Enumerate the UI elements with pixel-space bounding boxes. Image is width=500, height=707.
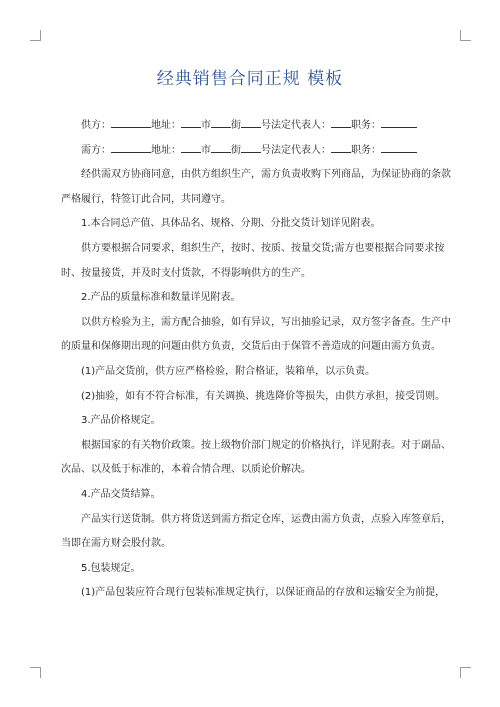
buyer-position-blank — [381, 142, 417, 153]
corner-mark-top-left — [30, 30, 41, 41]
paragraph: 供方要根据合同要求，组织生产，按时、按质、按量交货;需方也要根据合同要求按时、按量接货，并及时支付货款，不得影响供方的生产。 — [61, 242, 445, 279]
supplier-address-label: 地址： — [151, 120, 181, 131]
supplier-line — [61, 114, 451, 139]
supplier-street-blank — [241, 117, 261, 128]
buyer-street-label: 街 — [231, 144, 241, 156]
paragraph: (1)产品交货前，供方应严格检验，附合格证，装箱单，以示负责。 — [81, 365, 376, 377]
buyer-representative-label: 号法定代表人： — [261, 144, 331, 156]
corner-mark-top-right — [460, 30, 471, 41]
supplier-street-label: 街 — [231, 120, 241, 131]
document-title: 经典销售合同正规 模板 — [156, 69, 344, 89]
corner-mark-bottom-left — [30, 667, 41, 678]
supplier-position-label: 职务： — [351, 120, 381, 131]
buyer-representative-blank — [331, 142, 351, 153]
buyer-address-blank — [181, 142, 201, 153]
buyer-city-label: 市 — [201, 144, 211, 156]
paragraph: 根据国家的有关物价政策。按上级物价部门规定的价格执行，详见附表。对于副品、次品、以及低于标准的，本着合情合理、以质论价解决。 — [61, 439, 451, 476]
buyer-address-label: 地址： — [151, 144, 181, 156]
supplier-city-label: 市 — [201, 120, 211, 131]
supplier-name-blank — [111, 117, 151, 128]
paragraph: 1.本合同总产值、具体品名、规格、分期、分批交货计划详见附表。 — [81, 218, 381, 230]
paragraph: 4.产品交货结算。 — [81, 488, 161, 500]
supplier-address-blank — [181, 117, 201, 128]
supplier-representative-blank — [331, 117, 351, 128]
paragraph: (2)抽验，如有不符合标准，有关调换、挑选降价等损失，由供方承担，接受罚则。 — [81, 390, 446, 402]
paragraph: 以供方检验为主，需方配合抽验，如有异议，写出抽验记录，双方签字备查。生产中的质量和保修期出现的问题由供方负责，交货后由于保管不善造成的问题由需方负责。 — [61, 316, 451, 353]
buyer-position-label: 职务： — [351, 144, 381, 156]
supplier-label: 供方： — [81, 120, 111, 131]
paragraph: 2.产品的质量标准和数量详见附表。 — [81, 292, 241, 304]
buyer-street-blank — [241, 142, 261, 153]
paragraph: 5.包装规定。 — [81, 562, 141, 574]
supplier-city-blank — [211, 117, 231, 128]
buyer-line — [61, 139, 451, 164]
buyer-city-blank — [211, 142, 231, 153]
buyer-name-blank — [111, 142, 151, 153]
paragraph: (1)产品包装应符合现行包装标准规定执行，以保证商品的存放和运输安全为前提， — [81, 587, 446, 599]
buyer-label: 需方： — [81, 144, 111, 156]
corner-mark-bottom-right — [460, 667, 471, 678]
supplier-representative-label: 号法定代表人： — [261, 120, 331, 131]
supplier-position-blank — [381, 117, 417, 128]
paragraph: 3.产品价格规定。 — [81, 415, 161, 427]
paragraph: 产品实行送货制。供方将货送到需方指定仓库，运费由需方负责，点验入库签章后，当即在需方财会股付款。 — [61, 513, 451, 550]
document-body — [61, 114, 451, 606]
paragraph: 经供需双方协商同意，由供方组织生产，需方负责收购下列商品，为保证协商的条款严格履行，特签订此合同，共同遵守。 — [61, 169, 451, 205]
